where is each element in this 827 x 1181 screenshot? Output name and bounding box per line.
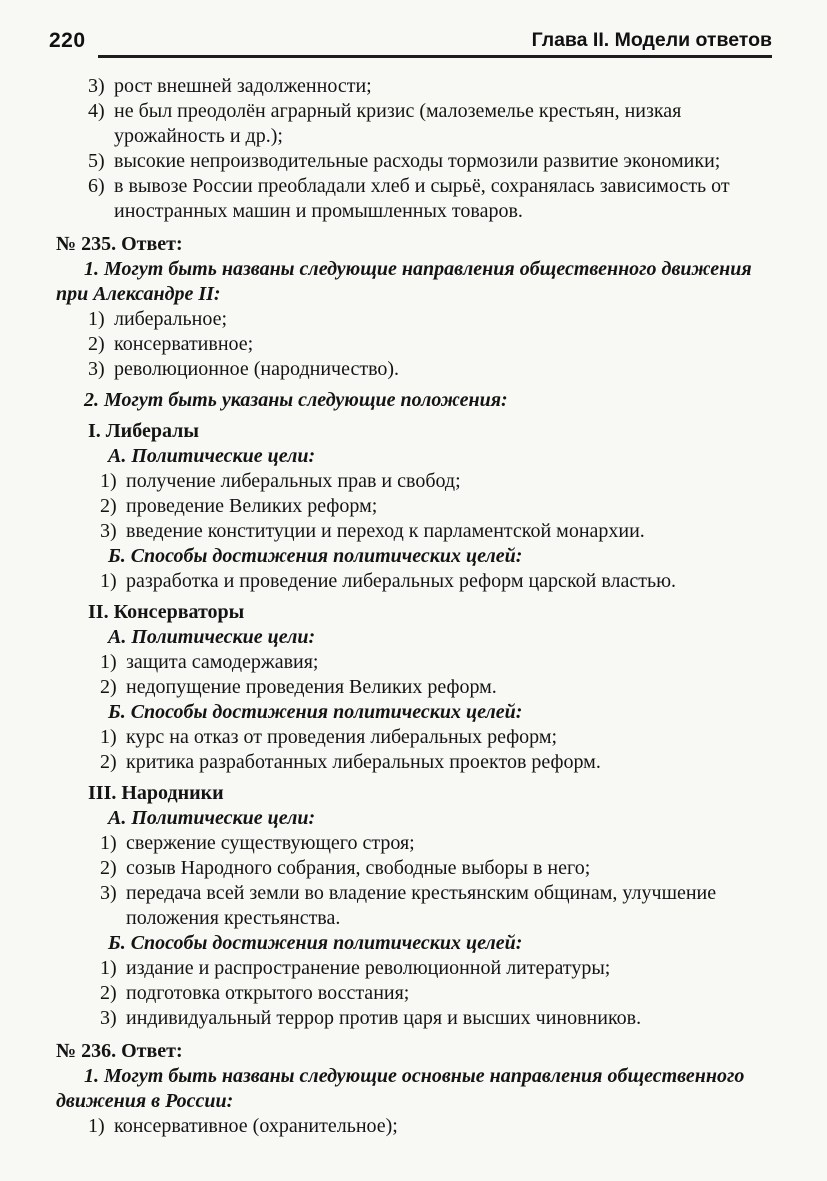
list-item [100, 856, 772, 881]
list-item-number: 1) [100, 726, 117, 748]
subsection-heading-goals: А. Политические цели: [108, 626, 316, 648]
list-item-number: 1) [100, 570, 117, 592]
subsection-heading-goals: А. Политические цели: [108, 445, 316, 467]
list-item-number: 3) [100, 1007, 117, 1029]
list-item-text: революционное (народничество). [114, 358, 400, 380]
list-item-number: 2) [100, 751, 117, 773]
subsection-heading-methods: Б. Способы достижения политических целей: [108, 701, 523, 723]
list-item [100, 519, 772, 544]
answer-heading: № 236. Ответ: [56, 1040, 183, 1062]
methods-list [56, 725, 772, 775]
list-item-number: 3) [100, 520, 117, 542]
chapter-title: Глава II. Модели ответов [531, 29, 772, 51]
list-item [100, 1006, 772, 1031]
page-content [56, 74, 772, 1139]
list-item-number: 1) [100, 470, 117, 492]
list-item-number: 5) [88, 150, 105, 172]
section-narodniki [56, 781, 772, 1031]
list-item-number: 1) [88, 308, 105, 330]
list-item-number: 1) [100, 651, 117, 673]
list-item-text: индивидуальный террор против царя и высших чиновников. [126, 1007, 642, 1029]
list-item [88, 99, 772, 149]
list-item [100, 494, 772, 519]
goals-list [56, 831, 772, 931]
list-item-text: проведение Великих реформ; [126, 495, 378, 517]
list-item-number: 1) [88, 1115, 105, 1137]
list-item [100, 981, 772, 1006]
methods-list [56, 569, 772, 594]
section-title: III. Народники [88, 782, 224, 804]
answer-part1-list [56, 307, 772, 382]
list-item-text: критика разработанных либеральных проектов реформ. [126, 751, 601, 773]
list-item [100, 750, 772, 775]
list-item-number: 3) [100, 882, 117, 904]
answer-intro-paragraph: 1. Могут быть названы следующие направления общественного движения при Александре II: [56, 258, 752, 305]
page-number: 220 [49, 29, 86, 52]
list-item [100, 956, 772, 981]
answer-intro-paragraph: 2. Могут быть указаны следующие положения: [84, 389, 508, 411]
list-item [100, 569, 772, 594]
list-item [100, 650, 772, 675]
list-item-number: 4) [88, 100, 105, 122]
list-item-text: введение конституции и переход к парламентской монархии. [126, 520, 645, 542]
list-item-text: курс на отказ от проведения либеральных реформ; [126, 726, 558, 748]
subsection-heading-methods: Б. Способы достижения политических целей: [108, 932, 523, 954]
section-title: I. Либералы [88, 420, 199, 442]
list-item [88, 1114, 772, 1139]
list-item-text: защита самодержавия; [126, 651, 319, 673]
list-item-number: 1) [100, 957, 117, 979]
list-item-number: 2) [100, 495, 117, 517]
list-item-number: 2) [100, 857, 117, 879]
answer-235 [56, 232, 772, 1031]
list-item-text: в вывозе России преобладали хлеб и сырьё, сохранялась зависимость от иностранных машин и промышленных товаров. [114, 175, 730, 222]
list-item-number: 6) [88, 175, 105, 197]
list-item-text: недопущение проведения Великих реформ. [126, 676, 497, 698]
list-item-number: 3) [88, 75, 105, 97]
list-item-text: высокие непроизводительные расходы тормозили развитие экономики; [114, 150, 721, 172]
intro-list [56, 74, 772, 224]
section-conservatives [56, 600, 772, 775]
subsection-heading-goals: А. Политические цели: [108, 807, 316, 829]
section-liberals [56, 419, 772, 594]
page-header [49, 28, 772, 53]
header-rule [98, 55, 772, 58]
list-item-text: консервативное; [114, 333, 254, 355]
goals-list [56, 650, 772, 700]
section-title: II. Консерваторы [88, 601, 245, 623]
methods-list [56, 956, 772, 1031]
list-item-text: рост внешней задолженности; [114, 75, 372, 97]
list-item-number: 2) [100, 982, 117, 1004]
list-item [100, 675, 772, 700]
subsection-heading-methods: Б. Способы достижения политических целей: [108, 545, 523, 567]
list-item [88, 307, 772, 332]
list-item-number: 3) [88, 358, 105, 380]
list-item-text: не был преодолён аграрный кризис (малоземелье крестьян, низкая урожайность и др.); [114, 100, 682, 147]
answer-heading: № 235. Ответ: [56, 233, 183, 255]
list-item [100, 469, 772, 494]
list-item-text: разработка и проведение либеральных реформ царской властью. [126, 570, 677, 592]
list-item [88, 74, 772, 99]
list-item-text: издание и распространение революционной литературы; [126, 957, 611, 979]
list-item [88, 149, 772, 174]
list-item [88, 332, 772, 357]
list-item-text: либеральное; [114, 308, 228, 330]
list-item-number: 1) [100, 832, 117, 854]
list-item [100, 725, 772, 750]
list-item [88, 174, 772, 224]
list-item [100, 881, 772, 931]
goals-list [56, 469, 772, 544]
list-item-text: подготовка открытого восстания; [126, 982, 410, 1004]
answer-intro-paragraph: 1. Могут быть названы следующие основные направления общественного движения в России: [56, 1065, 745, 1112]
list-item-text: консервативное (охранительное); [114, 1115, 398, 1137]
list-item-text: получение либеральных прав и свобод; [126, 470, 461, 492]
list-item-text: передача всей земли во владение крестьянским общинам, улучшение положения крестьянства. [126, 882, 717, 929]
list-item [88, 357, 772, 382]
list-item-text: свержение существующего строя; [126, 832, 415, 854]
list-item-text: созыв Народного собрания, свободные выборы в него; [126, 857, 591, 879]
list-item-number: 2) [100, 676, 117, 698]
list-item [100, 831, 772, 856]
answer-part1-list [56, 1114, 772, 1139]
list-item-number: 2) [88, 333, 105, 355]
answer-236 [56, 1039, 772, 1139]
